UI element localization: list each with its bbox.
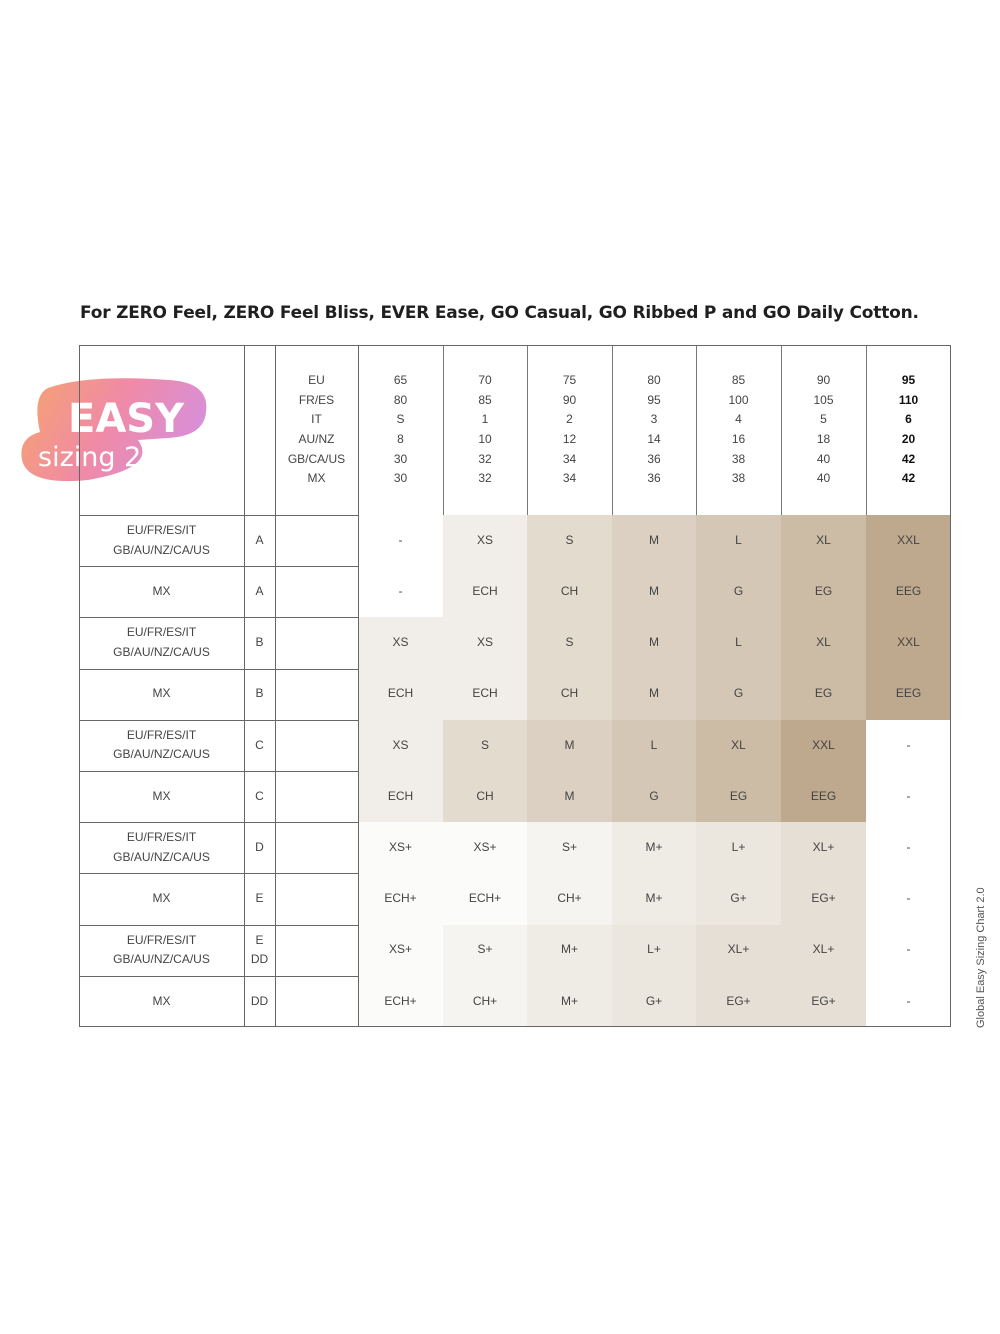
- size-cell: S: [527, 617, 612, 668]
- size-cell: S+: [527, 822, 612, 873]
- size-cell: XXL: [866, 617, 951, 668]
- header-value: 36: [647, 451, 661, 466]
- size-cell: S+: [443, 925, 527, 976]
- header-value: 30: [393, 471, 408, 486]
- header-value: 85: [731, 372, 746, 387]
- header-value: 20: [901, 432, 916, 446]
- cup-label: D: [255, 840, 264, 855]
- header-size-column: [527, 345, 613, 515]
- size-cell: S: [443, 720, 527, 771]
- size-cell: M: [527, 771, 612, 822]
- size-cell: ECH: [443, 669, 527, 720]
- size-cell: EEG: [866, 669, 951, 720]
- size-cell: CH: [443, 771, 527, 822]
- size-cell: CH+: [527, 873, 612, 924]
- cup-label: B: [255, 686, 264, 701]
- size-cell: CH: [527, 669, 612, 720]
- region-label: EU/FR/ES/IT: [126, 830, 197, 845]
- header-value: 42: [901, 451, 916, 466]
- cup-label: B: [255, 635, 264, 650]
- size-cell: XS: [358, 617, 443, 668]
- size-cell: -: [866, 720, 951, 771]
- size-cell: M: [612, 566, 696, 617]
- size-cell: EG+: [781, 873, 866, 924]
- cup-label: C: [255, 788, 264, 803]
- size-cell: XS+: [358, 822, 443, 873]
- size-cell: L: [612, 720, 696, 771]
- table-row: [79, 873, 951, 924]
- region-label: MX: [152, 584, 171, 599]
- size-cell: G: [696, 566, 781, 617]
- grid-line: [79, 822, 358, 823]
- region-cell: [79, 617, 244, 668]
- grid-line: [358, 345, 359, 1027]
- region-label: MX: [152, 788, 171, 803]
- header-value: 1: [481, 412, 489, 427]
- header-label: AU/NZ: [298, 432, 335, 446]
- region-label: EU/FR/ES/IT: [126, 523, 197, 538]
- header-value: 36: [647, 471, 661, 486]
- cup-cell: [244, 515, 275, 566]
- size-cell: L: [696, 515, 781, 566]
- region-cell: [79, 669, 244, 720]
- cup-label: C: [255, 737, 264, 752]
- header-value: 2: [566, 412, 573, 427]
- size-cell: EG+: [696, 976, 781, 1027]
- cup-cell: [244, 925, 275, 976]
- size-cell: -: [866, 925, 951, 976]
- size-cell: -: [866, 822, 951, 873]
- size-cell: XS: [443, 617, 527, 668]
- region-label: GB/AU/NZ/CA/US: [113, 542, 210, 557]
- header-value: 85: [478, 392, 492, 407]
- size-cell: M: [612, 669, 696, 720]
- header-value: 16: [731, 432, 746, 446]
- size-cell: EG: [781, 566, 866, 617]
- region-label: EU/FR/ES/IT: [126, 727, 197, 742]
- size-cell: XS+: [358, 925, 443, 976]
- cup-cell: [244, 720, 275, 771]
- size-cell: M+: [612, 822, 696, 873]
- region-cell: [79, 566, 244, 617]
- size-cell: CH+: [443, 976, 527, 1027]
- header-value: 75: [562, 372, 577, 387]
- size-cell: M+: [612, 873, 696, 924]
- size-cell: XL: [781, 515, 866, 566]
- header-value: 8: [397, 432, 404, 446]
- header-size-column: [612, 345, 697, 515]
- region-label: GB/AU/NZ/CA/US: [113, 849, 210, 864]
- size-cell: -: [866, 771, 951, 822]
- size-cell: EG: [781, 669, 866, 720]
- header-value: 95: [901, 372, 916, 387]
- header-value: 3: [650, 412, 658, 427]
- size-cell: XL+: [696, 925, 781, 976]
- header-value: 70: [478, 372, 492, 387]
- size-cell: ECH: [358, 669, 443, 720]
- size-cell: -: [358, 566, 443, 617]
- region-label: MX: [152, 686, 171, 701]
- page-heading: For ZERO Feel, ZERO Feel Bliss, EVER Ease, GO Casual, GO Ribbed P and GO Daily Cotton.: [80, 303, 919, 323]
- size-cell: XS+: [443, 822, 527, 873]
- header-value: 38: [731, 451, 746, 466]
- size-cell: XS: [358, 720, 443, 771]
- size-cell: G+: [612, 976, 696, 1027]
- size-cell: M: [612, 617, 696, 668]
- size-cell: XL+: [781, 822, 866, 873]
- header-value: 32: [478, 471, 492, 486]
- size-cell: M+: [527, 925, 612, 976]
- header-value: 80: [393, 392, 408, 407]
- header-label: MX: [307, 471, 326, 486]
- header-value: 10: [478, 432, 492, 446]
- header-value: S: [396, 412, 405, 427]
- header-size-column: [358, 345, 444, 515]
- size-cell: XL: [696, 720, 781, 771]
- logo-word: EASY: [68, 396, 185, 442]
- table-row: [79, 566, 951, 617]
- sizing-chart: [79, 345, 951, 1027]
- header-value: 5: [820, 412, 827, 427]
- region-cell: [79, 720, 244, 771]
- region-label: GB/AU/NZ/CA/US: [113, 644, 210, 659]
- size-cell: ECH+: [358, 976, 443, 1027]
- header-value: 42: [901, 471, 916, 486]
- size-cell: ECH+: [443, 873, 527, 924]
- size-cell: L+: [612, 925, 696, 976]
- size-cell: L+: [696, 822, 781, 873]
- header-region-labels: [275, 345, 359, 515]
- region-cell: [79, 822, 244, 873]
- side-note: Global Easy Sizing Chart 2.0: [975, 887, 987, 1028]
- grid-line: [79, 720, 358, 721]
- table-row: [79, 669, 951, 720]
- header-size-column: [696, 345, 782, 515]
- size-cell: M+: [527, 976, 612, 1027]
- size-cell: XL+: [781, 925, 866, 976]
- region-cell: [79, 976, 244, 1027]
- region-label: GB/AU/NZ/CA/US: [113, 952, 210, 967]
- header-value: 14: [647, 432, 661, 446]
- header-value: 65: [393, 372, 408, 387]
- grid-line: [79, 669, 358, 670]
- header-value: 105: [813, 392, 834, 407]
- cup-cell: [244, 669, 275, 720]
- header-label: FR/ES: [298, 392, 335, 407]
- table-row: [79, 720, 951, 771]
- table-row: [79, 617, 951, 668]
- size-cell: -: [358, 515, 443, 566]
- region-cell: [79, 873, 244, 924]
- cup-label: E: [255, 932, 264, 947]
- cup-label: A: [255, 584, 264, 599]
- header-value: 95: [647, 392, 661, 407]
- grid-line: [79, 566, 358, 567]
- header-value: 34: [562, 451, 577, 466]
- cup-cell: [244, 976, 275, 1027]
- cup-label: E: [255, 891, 264, 906]
- region-cell: [79, 771, 244, 822]
- header-value: 90: [562, 392, 577, 407]
- size-cell: EEG: [781, 771, 866, 822]
- header-label: EU: [308, 372, 325, 387]
- cup-cell: [244, 617, 275, 668]
- size-cell: M: [612, 515, 696, 566]
- header-value: 4: [735, 412, 742, 427]
- grid-line: [79, 976, 358, 977]
- cup-label: DD: [250, 952, 269, 967]
- header-size-column: [781, 345, 867, 515]
- size-cell: ECH: [443, 566, 527, 617]
- region-label: MX: [152, 993, 171, 1008]
- header-value: 12: [562, 432, 577, 446]
- header-value: 30: [393, 451, 408, 466]
- region-label: EU/FR/ES/IT: [126, 932, 197, 947]
- size-cell: CH: [527, 566, 612, 617]
- size-cell: M: [527, 720, 612, 771]
- size-cell: G+: [696, 873, 781, 924]
- header-value: 40: [816, 451, 831, 466]
- header-value: 38: [731, 471, 746, 486]
- table-row: [79, 822, 951, 873]
- size-cell: -: [866, 873, 951, 924]
- region-label: MX: [152, 891, 171, 906]
- region-cell: [79, 925, 244, 976]
- size-cell: ECH: [358, 771, 443, 822]
- grid-line: [79, 515, 358, 516]
- header-value: 18: [816, 432, 831, 446]
- header-size-column: [443, 345, 528, 515]
- grid-line: [79, 925, 358, 926]
- size-cell: G: [696, 669, 781, 720]
- table-row: [79, 771, 951, 822]
- header-size-column: [866, 345, 951, 515]
- size-cell: XXL: [866, 515, 951, 566]
- cup-cell: [244, 822, 275, 873]
- header-value: 80: [647, 372, 661, 387]
- table-row: [79, 925, 951, 976]
- table-row: [79, 515, 951, 566]
- cup-cell: [244, 771, 275, 822]
- grid-line: [79, 873, 358, 874]
- size-cell: EG+: [781, 976, 866, 1027]
- cup-cell: [244, 873, 275, 924]
- header-value: 32: [478, 451, 492, 466]
- grid-line: [79, 617, 358, 618]
- size-cell: S: [527, 515, 612, 566]
- header-value: 40: [816, 471, 831, 486]
- size-cell: L: [696, 617, 781, 668]
- header-value: 6: [905, 412, 912, 427]
- size-cell: G: [612, 771, 696, 822]
- header-value: 90: [816, 372, 831, 387]
- region-label: GB/AU/NZ/CA/US: [113, 747, 210, 762]
- header-value: 34: [562, 471, 577, 486]
- size-cell: -: [866, 976, 951, 1027]
- size-cell: XS: [443, 515, 527, 566]
- cup-label: A: [255, 532, 264, 547]
- size-cell: EG: [696, 771, 781, 822]
- header-label: GB/CA/US: [287, 451, 346, 466]
- cup-cell: [244, 566, 275, 617]
- grid-line: [79, 771, 358, 772]
- header-label: IT: [311, 412, 322, 427]
- size-cell: ECH+: [358, 873, 443, 924]
- region-label: EU/FR/ES/IT: [126, 625, 197, 640]
- region-cell: [79, 515, 244, 566]
- cup-label: DD: [250, 993, 269, 1008]
- size-cell: XXL: [781, 720, 866, 771]
- table-row: [79, 976, 951, 1027]
- header-value: 110: [898, 392, 919, 407]
- size-cell: XL: [781, 617, 866, 668]
- logo-sub: sizing 2.0: [38, 442, 168, 473]
- size-cell: EEG: [866, 566, 951, 617]
- header-value: 100: [728, 392, 749, 407]
